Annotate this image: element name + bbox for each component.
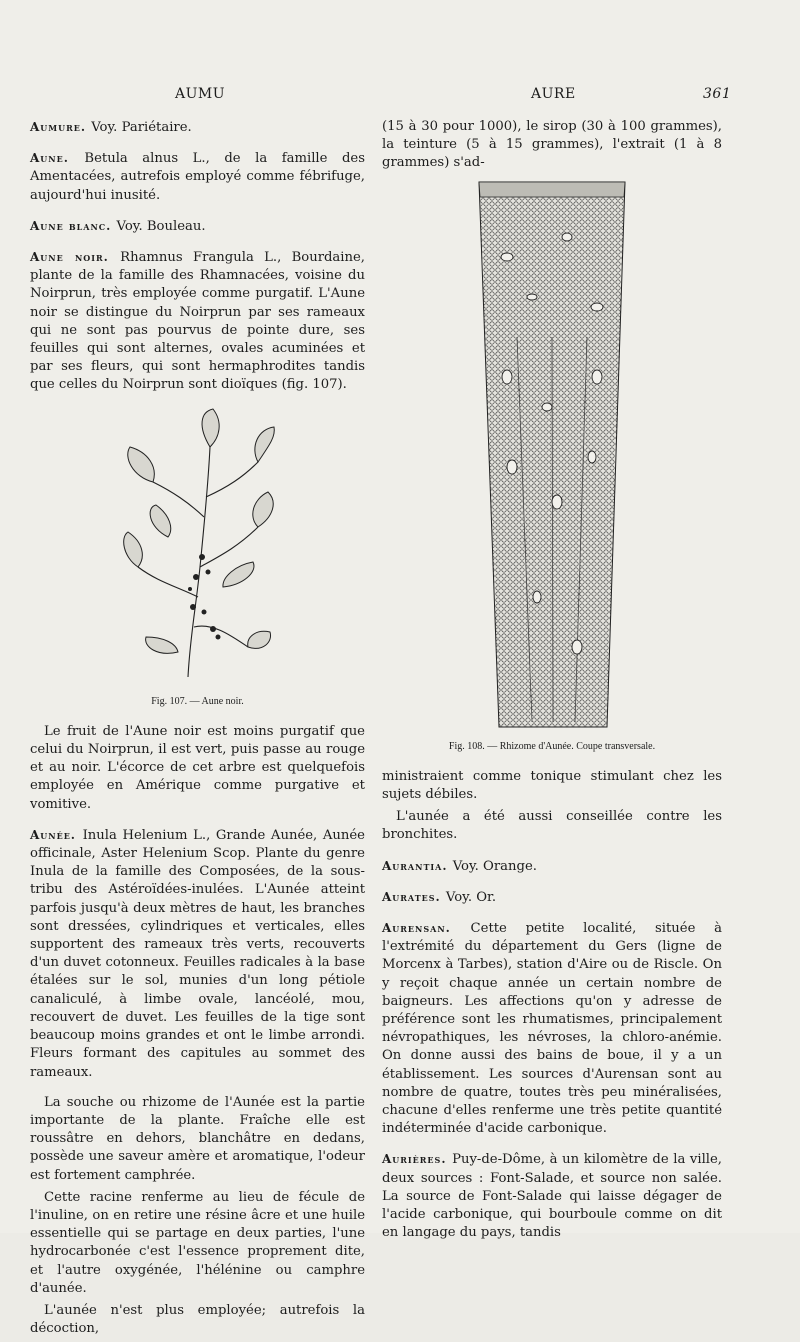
figure-108 <box>382 177 722 756</box>
entry-text: Puy-de-Dôme, à un kilomètre de la ville, deux sources : Font-Salade, et source non salée. La source de Font-Salade qui laisse dégager de l'acide carbonique, qui bourboule comme on dit en langage du pays, tandis <box>382 1152 722 1241</box>
headword: Aurensan . <box>382 921 471 935</box>
headword: Aurates . <box>382 890 446 904</box>
entry-aunee <box>30 826 365 1082</box>
paragraph-bronchites: L'aunée a été aussi conseillée contre les bronchites. <box>382 809 722 843</box>
paragraph-last: L'aunée n'est plus employée; autrefois la décoction, <box>30 1302 365 1337</box>
entry-aurantia <box>382 857 722 876</box>
paragraph-top: (15 à 30 pour 1000), le sirop (30 à 100 grammes), la teinture (5 à 15 grammes), l'extrait (1 à 8 grammes) s'ad- <box>382 119 722 171</box>
entry-aune-blanc <box>30 217 365 236</box>
entry-aune-noir <box>30 248 365 395</box>
paragraph-ministraient: ministraient comme tonique stimulant chez les sujets débiles. <box>382 768 722 803</box>
left-column <box>30 118 365 1342</box>
headword: Aurières . <box>382 1152 452 1166</box>
entry-text: Voy. Orange. <box>452 858 537 874</box>
paragraph-souche: La souche ou rhizome de l'Aunée est la partie importante de la plante. Fraîche elle est roussâtre en dehors, blanchâtre en dedans, possède une saveur amère et aromatique, l'odeur est fortement camphrée. <box>30 1094 365 1183</box>
entry-aumure <box>30 118 365 137</box>
entry-text: Voy. Pariétaire. <box>91 120 192 135</box>
right-column <box>382 118 722 1254</box>
aune-noir-illustration <box>118 407 278 687</box>
entry-text: Voy. Bouleau. <box>116 218 206 234</box>
header-left-word: AUMU <box>175 86 226 102</box>
rhizome-section-illustration <box>477 177 627 732</box>
figure-107 <box>30 407 365 711</box>
entry-text: Cette petite localité, située à l'extrémité du département du Gers (ligne de Morcenx à Tarbes), station d'Aire ou de Riscle. On y reçoit chaque année un certain nombre de baigneurs. Les affections qu'on y adresse de préférence sont les rhumatismes, principalement névropathiques, les névroses, la chloro-anémie. On donne aussi des bains de boue, il y a un établissement. Les sources d'Aurensan sont au nombre de quatre, toutes très peu minéralisées, chacune d'elles renferme une très petite quantité indéterminée d'acide carbonique. <box>382 921 722 1137</box>
headword: Aune . <box>30 151 84 165</box>
entry-text: Rhamnus Frangula L., Bourdaine, plante de la famille des Rhamnacées, voisine du Noirprun, très employée comme purgatif. L'Aune noir se distingue du Noirprun par ses rameaux qui ne sont pas pourvus de pointe dure, ses feuilles qui sont alternes, ovales acuminées et par ses fleurs, qui sont hermaphrodites tandis que celles du Noirprun sont dioïques (fig. 107). <box>30 250 366 393</box>
headword: Aune noir . <box>30 250 120 264</box>
figure-caption: Fig. 107. — Aune noir. <box>151 695 244 707</box>
entry-aurieres <box>382 1150 722 1242</box>
headword: Aunée . <box>30 828 83 842</box>
paragraph-fruit: Le fruit de l'Aune noir est moins purgatif que celui du Noirprun, il est vert, puis passe au rouge et au noir. L'écorce de cet arbre est quelquefois employée en Amérique comme purgative et vomitive. <box>30 723 365 812</box>
entry-aune <box>30 149 365 205</box>
running-header <box>0 86 800 108</box>
page-number: 361 <box>703 86 732 102</box>
figure-caption: Fig. 108. — Rhizome d'Aunée. Coupe transversale. <box>448 740 656 752</box>
entry-text: Betula alnus L., de la famille des Amentacées, autrefois employé comme fébrifuge, aujourd'hui inusité. <box>30 151 365 203</box>
entry-aurensan <box>382 919 722 1138</box>
headword: Aurantia . <box>382 859 453 873</box>
headword: Aune blanc . <box>30 219 117 233</box>
paragraph-racine: Cette racine renferme au lieu de fécule de l'inuline, on en retire une résine âcre et une huile essentielle qui se partage en deux parties, l'une hydrocarbonée c'est l'essence proprement dite, et l'autre oxygénée, l'hélénine ou camphre d'aunée. <box>30 1189 365 1296</box>
entry-text: Inula Helenium L., Grande Aunée, Aunée officinale, Aster Helenium Scop. Plante du genre Inula de la famille des Composées, de la sous-tribu des Astéroïdées-inulées. L'Aunée atteint parfois jusqu'à deux mètres de haut, les branches sont dressées, cylindriques et verticales, elles supportent des rameaux très verts, recouverts d'un duvet cotonneux. Feuilles radicales à la base étalées sur le sol, munies d'un long pétiole canaliculé, à limbe ovale, lancéolé, mou, recouvert de duvet. Les feuilles de la tige sont beaucoup moins grandes et ont le limbe arrondi. Fleurs formant des capitules au sommet des rameaux. <box>30 827 365 1080</box>
entry-aurates <box>382 888 722 907</box>
headword: Aumure . <box>30 120 91 134</box>
header-center-word: AURE <box>531 86 576 102</box>
entry-text: Voy. Or. <box>445 889 497 905</box>
